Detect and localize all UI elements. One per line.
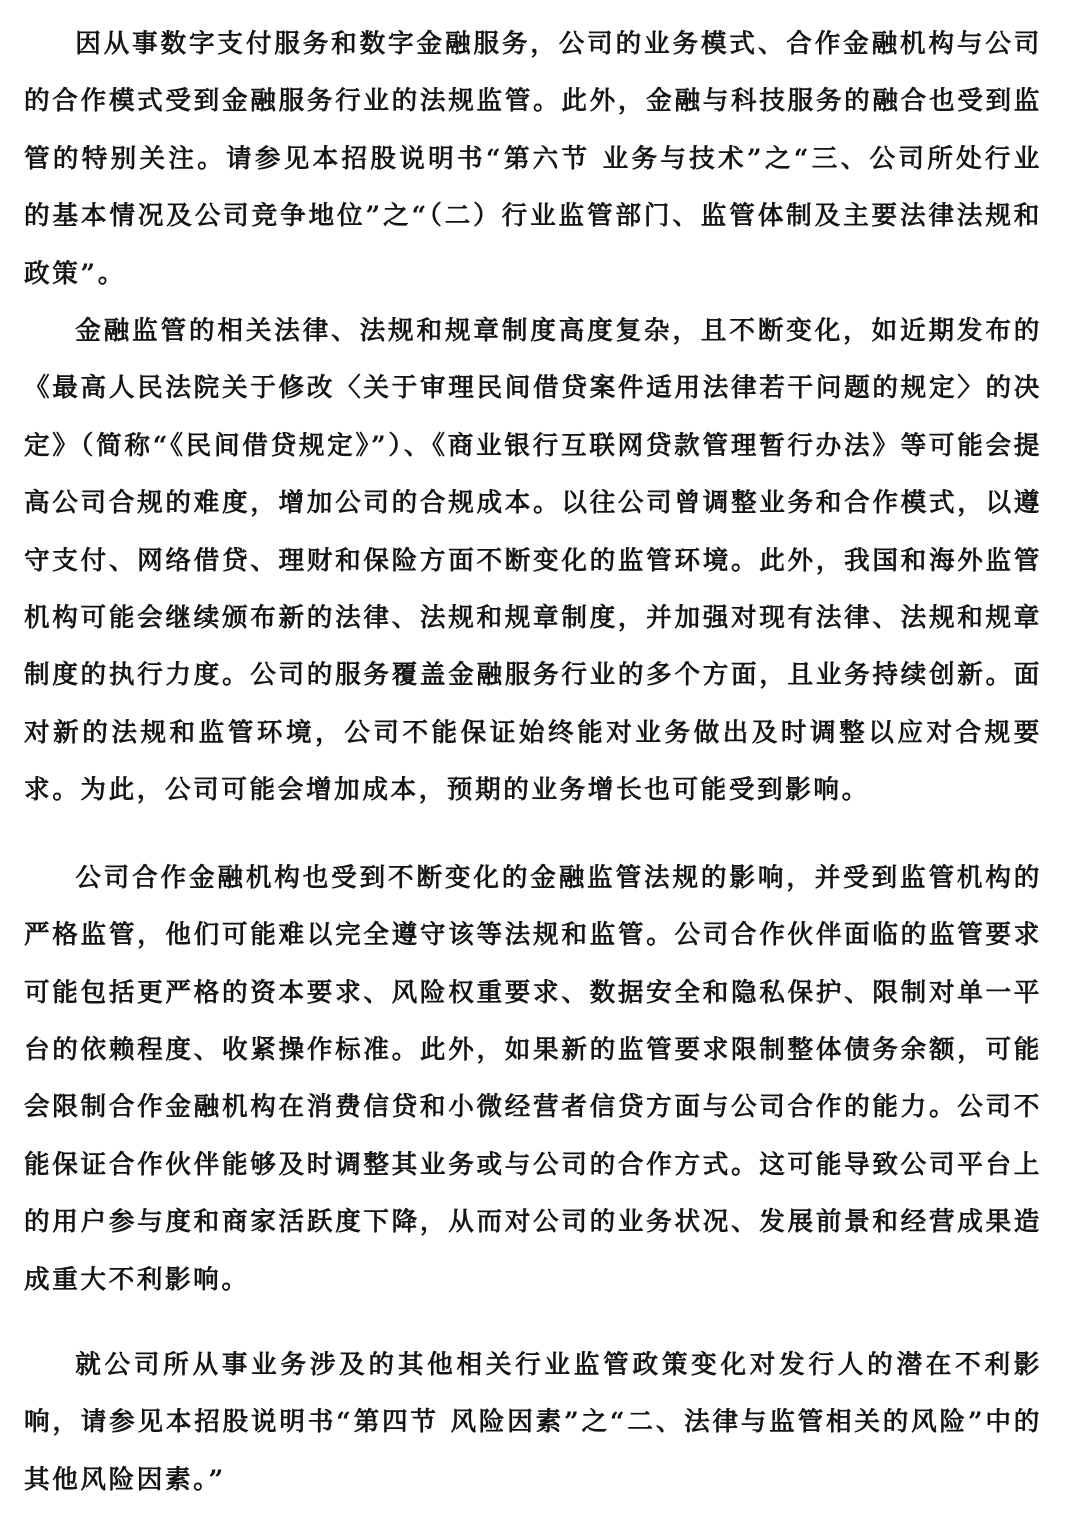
paragraph-financial-regulation-changes: 金融监管的相关法律、法规和规章制度高度复杂，且不断变化，如近期发布的《最高人民法院关于修改〈关于审理民间借贷案件适用法律若干问题的规定〉的决定》（简称“《民间借贷规定》”）、《商业银行互联网贷款管理暂行办法》等可能会提高公司合规的难度，增加公司的合规成本。以往公司曾调整业务和合作模式，以遵守支付、网络借贷、理财和保险方面不断变化的监管环境。此外，我国和海外监管机构可能会继续颁布新的法律、法规和规章制度，并加强对现有法律、法规和规章制度的执行力度。公司的服务覆盖金融服务行业的多个方面，且业务持续创新。面对新的法规和监管环境，公司不能保证始终能对业务做出及时调整以应对合规要求。为此，公司可能会增加成本，预期的业务增长也可能受到影响。	[24, 316, 1042, 806]
paragraph-other-risks-reference: 就公司所从事业务涉及的其他相关行业监管政策变化对发行人的潜在不利影响，请参见本招股说明书“第四节 风险因素”之“二、法律与监管相关的风险”中的其他风险因素。”	[24, 1349, 1042, 1495]
paragraph-partner-institutions: 公司合作金融机构也受到不断变化的金融监管法规的影响，并受到监管机构的严格监管，他们可能难以完全遵守该等法规和监管。公司合作伙伴面临的监管要求可能包括更严格的资本要求、风险权重要求、数据安全和隐私保护、限制对单一平台的依赖程度、收紧操作标准。此外，如果新的监管要求限制整体债务余额，可能会限制合作金融机构在消费信贷和小微经营者信贷方面与公司合作的能力。公司不能保证合作伙伴能够及时调整其业务或与公司的合作方式。这可能导致公司平台上的用户参与度和商家活跃度下降，从而对公司的业务状况、发展前景和经营成果造成重大不利影响。	[24, 862, 1042, 1295]
paragraph-regulation-overview: 因从事数字支付服务和数字金融服务，公司的业务模式、合作金融机构与公司的合作模式受到金融服务行业的法规监管。此外，金融与科技服务的融合也受到监管的特别关注。请参见本招股说明书“第六节 业务与技术”之“三、公司所处行业的基本情况及公司竞争地位”之“（二）行业监管部门、监管体制及主要法律法规和政策”。	[24, 29, 1042, 289]
